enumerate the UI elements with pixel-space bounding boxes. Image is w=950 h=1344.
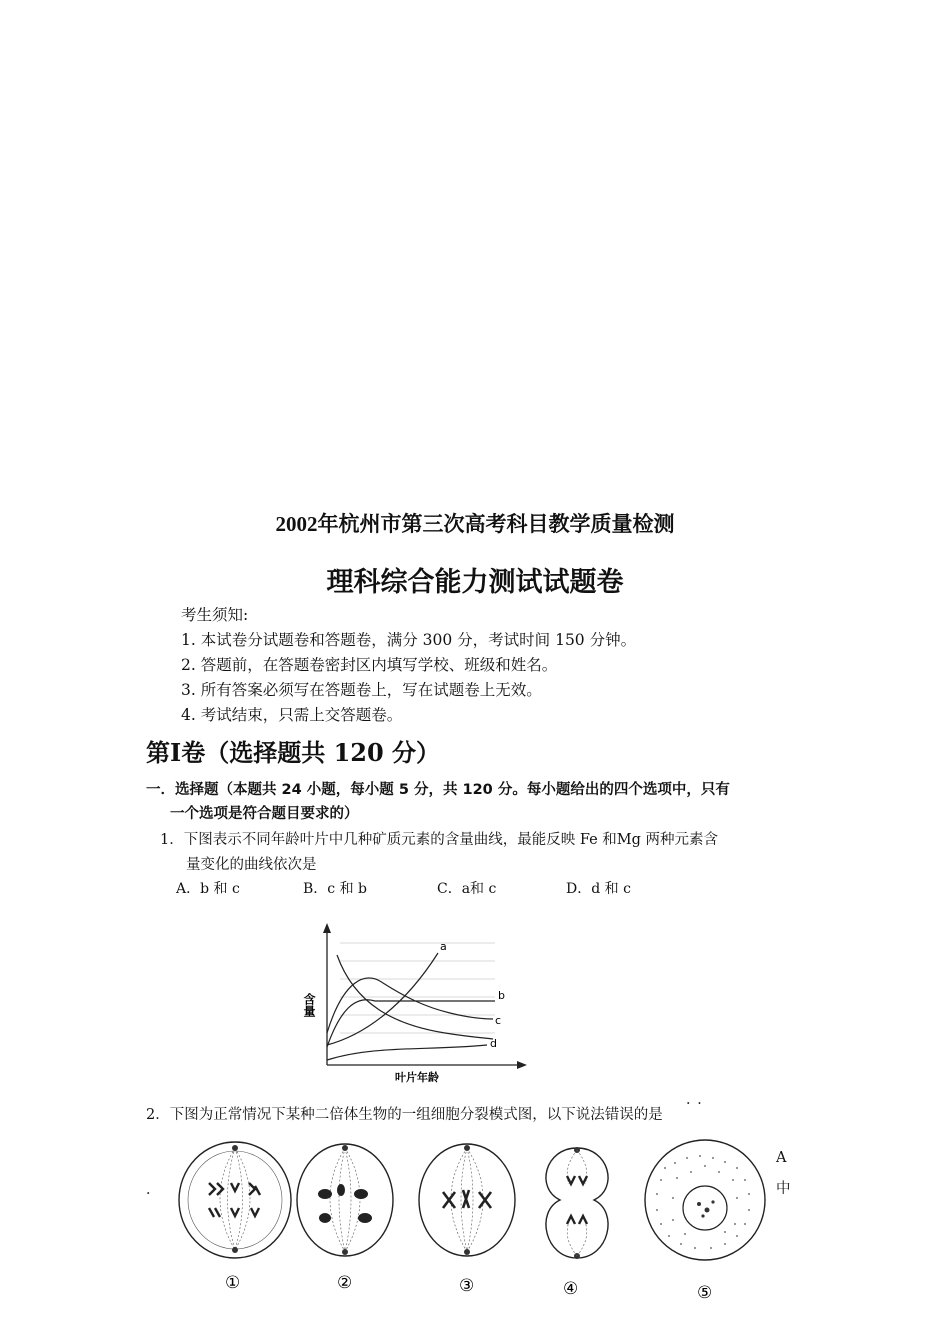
curve-a bbox=[327, 953, 438, 1045]
cell-4 bbox=[546, 1147, 608, 1259]
cell-division-figure bbox=[165, 1128, 775, 1308]
x-axis-label: 叶片年龄 bbox=[395, 1071, 439, 1084]
side-dot: ． bbox=[146, 1182, 161, 1198]
question-1-option-d: D．d 和 c bbox=[566, 881, 631, 897]
figure-label-1: ① bbox=[225, 1273, 241, 1293]
notice-item-2: 2. 答题前，在答题卷密封区内填写学校、班级和姓名。 bbox=[181, 656, 558, 674]
question-1-option-a: A．b 和 c bbox=[176, 881, 240, 897]
option-a-fragment: A bbox=[776, 1150, 787, 1166]
notice-item-1: 1. 本试卷分试题卷和答题卷，满分 300 分，考试时间 150 分钟。 bbox=[181, 631, 637, 649]
y-axis-label: 含量 bbox=[302, 993, 316, 1017]
volume-title: 第Ⅰ卷（选择题共 120 分） bbox=[146, 738, 441, 767]
figure-label-3: ③ bbox=[459, 1276, 475, 1296]
emphasis-dots: ．． bbox=[686, 1092, 716, 1108]
cell-2 bbox=[297, 1144, 393, 1256]
section-heading-line2: 一个选项是符合题目要求的） bbox=[170, 806, 359, 822]
question-1-line1: 1．下图表示不同年龄叶片中几种矿质元素的含量曲线，最能反映 Fe 和Mg 两种元素含 bbox=[160, 832, 719, 848]
curve-b bbox=[327, 1000, 495, 1047]
figure-label-4: ④ bbox=[563, 1279, 579, 1299]
notice-item-4: 4. 考试结束，只需上交答题卷。 bbox=[181, 706, 403, 724]
section-heading-line1: 一．选择题（本题共 24 小题，每小题 5 分，共 120 分。每小题给出的四个选项中，只有 bbox=[146, 782, 730, 798]
cell-5 bbox=[645, 1140, 765, 1260]
option-a-fragment-text: 中 bbox=[776, 1181, 791, 1197]
question-1-line2: 量变化的曲线依次是 bbox=[186, 857, 317, 873]
exam-subtitle: 理科综合能力测试试题卷 bbox=[326, 567, 624, 598]
question-1-option-c: C．a和 c bbox=[437, 881, 497, 897]
curve-label-a: a bbox=[440, 940, 447, 953]
notice-heading: 考生须知: bbox=[181, 606, 249, 624]
cell-1 bbox=[179, 1142, 291, 1258]
cytoplasm-dots bbox=[656, 1155, 750, 1249]
exam-title: 2002年杭州市第三次高考科目教学质量检测 bbox=[275, 512, 675, 536]
x-axis-arrow bbox=[517, 1061, 527, 1069]
curve-label-c: c bbox=[495, 1014, 502, 1027]
cell-3 bbox=[419, 1144, 515, 1256]
figure-label-5: ⑤ bbox=[697, 1283, 713, 1303]
notice-item-3: 3. 所有答案必须写在答题卷上，写在试题卷上无效。 bbox=[181, 681, 542, 699]
figure-label-2: ② bbox=[337, 1273, 353, 1293]
curve-d bbox=[327, 1045, 487, 1060]
curve-label-b: b bbox=[498, 989, 505, 1002]
question-2-line1: 2．下图为正常情况下某种二倍体生物的一组细胞分裂模式图，以下说法错误的是 bbox=[146, 1107, 663, 1123]
curve-label-d: d bbox=[490, 1037, 497, 1050]
y-axis-arrow bbox=[323, 923, 331, 933]
question-1-option-b: B．c 和 b bbox=[303, 881, 367, 897]
figure-background-noise bbox=[340, 943, 495, 1033]
leaf-mineral-content-figure bbox=[295, 915, 540, 1087]
